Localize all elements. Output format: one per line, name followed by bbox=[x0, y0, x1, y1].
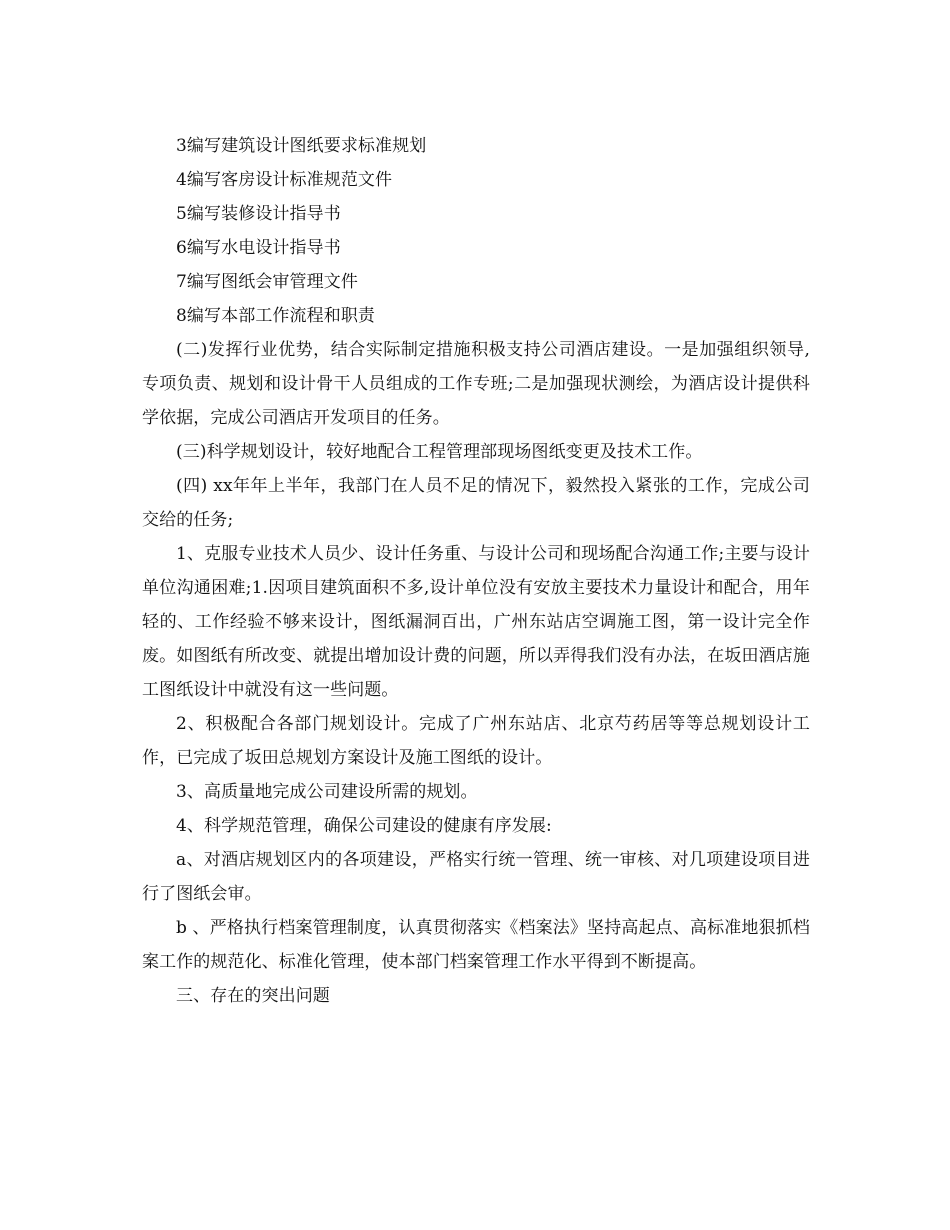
list-item-7: 7编写图纸会审管理文件 bbox=[176, 272, 358, 292]
item-three-paragraph: 3、高质量地完成公司建设所需的规划。 bbox=[176, 782, 478, 802]
item-two-paragraph: 2、积极配合各部门规划设计。完成了广州东站店、北京芍药居等等总规划设计工作，已完成了坂田总规划方案设计及施工图纸的设计。 bbox=[142, 714, 810, 768]
list-item-5: 5编写装修设计指导书 bbox=[176, 204, 341, 224]
section-two-paragraph: (二)发挥行业优势，结合实际制定措施积极支持公司酒店建设。一是加强组织领导,专项负责、规划和设计骨干人员组成的工作专班;二是加强现状测绘，为酒店设计提供科学依据，完成公司酒店开发项目的任务。 bbox=[142, 340, 810, 428]
list-item-3: 3编写建筑设计图纸要求标准规划 bbox=[176, 136, 427, 156]
section-three-paragraph: (三)科学规划设计，较好地配合工程管理部现场图纸变更及技术工作。 bbox=[176, 442, 703, 462]
item-four-paragraph: 4、科学规范管理，确保公司建设的健康有序发展: bbox=[176, 816, 552, 836]
section-four-paragraph: (四) xx年年上半年，我部门在人员不足的情况下，毅然投入紧张的工作，完成公司交给的任务; bbox=[142, 476, 810, 530]
item-a-paragraph: a、对酒店规划区内的各项建设，严格实行统一管理、统一审核、对几项建设项目进行了图纸会审。 bbox=[142, 850, 810, 904]
item-b-paragraph: b 、严格执行档案管理制度，认真贯彻落实《档案法》坚持高起点、高标准地狠抓档案工作的规范化、标准化管理，使本部门档案管理工作水平得到不断提高。 bbox=[142, 918, 810, 972]
list-item-4: 4编写客房设计标准规范文件 bbox=[176, 170, 393, 190]
section-heading-problems: 三、存在的突出问题 bbox=[176, 986, 330, 1006]
list-item-6: 6编写水电设计指导书 bbox=[176, 238, 341, 258]
document-body bbox=[142, 129, 810, 1013]
item-one-paragraph: 1、克服专业技术人员少、设计任务重、与设计公司和现场配合沟通工作;主要与设计单位沟通困难;1.因项目建筑面积不多,设计单位没有安放主要技术力量设计和配合，用年轻的、工作经验不够来设计，图纸漏洞百出，广州东站店空调施工图，第一设计完全作废。如图纸有所改变、就提出增加设计费的问题，所以弄得我们没有办法，在坂田酒店施工图纸设计中就没有这一些问题。 bbox=[142, 544, 810, 700]
list-item-8: 8编写本部工作流程和职责 bbox=[176, 306, 376, 326]
